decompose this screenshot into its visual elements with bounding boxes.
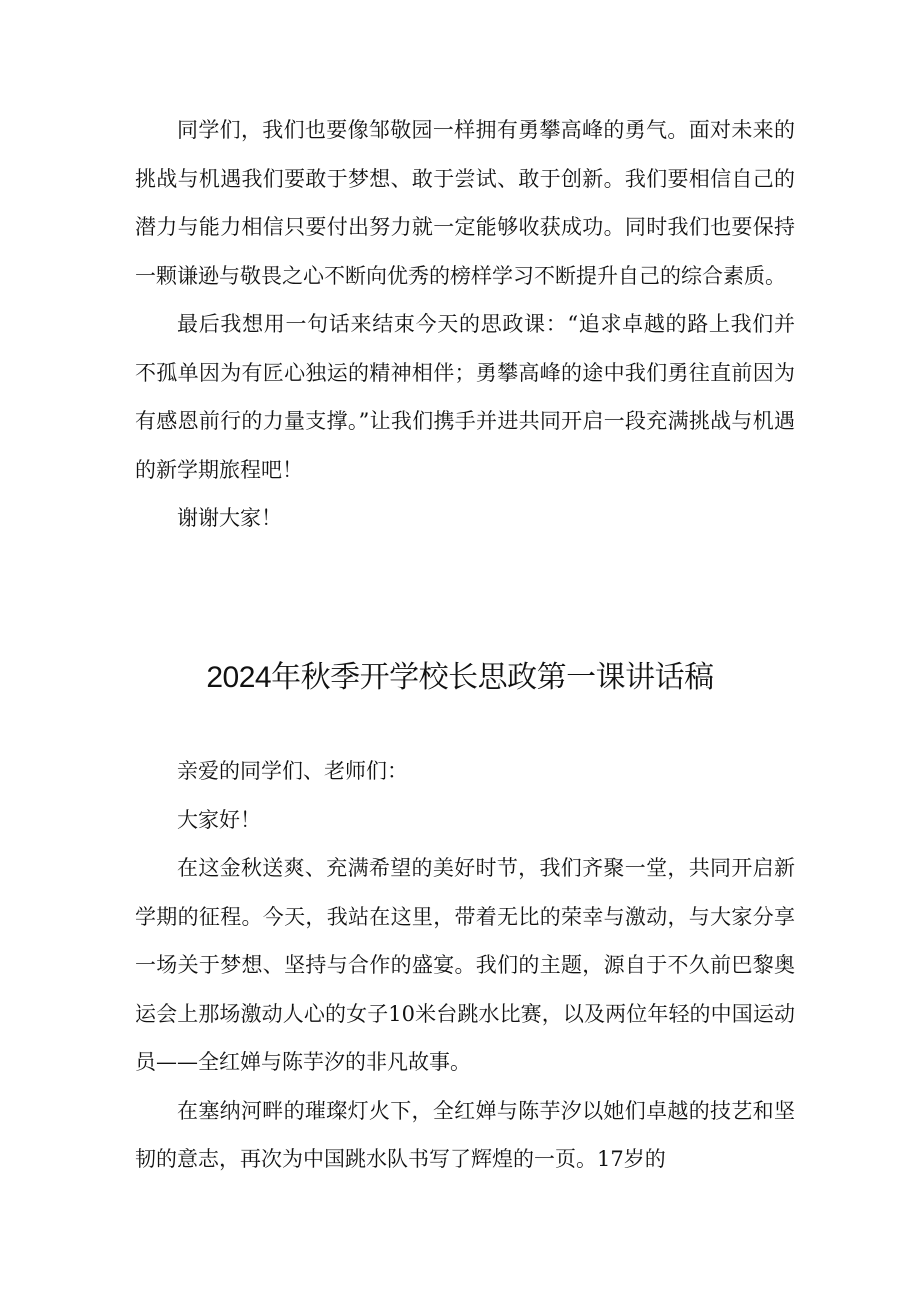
speech-section [135,747,795,1184]
paragraph-thanks: 谢谢大家！ [177,506,282,530]
paragraph-opening: 在这金秋送爽、充满希望的美好时节，我们齐聚一堂，共同开启新学期的征程。今天，我站在这里，带着无比的荣幸与激动，与大家分享一场关于梦想、坚持与合作的盛宴。我们的主题，源自于不久前巴黎奥运会上那场激动人心的女子10米台跳水比赛，以及两位年轻的中国运动员——全红婵与陈芋汐的非凡故事。 [135,856,795,1074]
paragraph-story: 在塞纳河畔的璀璨灯火下，全红婵与陈芋汐以她们卓越的技艺和坚韧的意志，再次为中国跳水队书写了辉煌的一页。17岁的 [135,1098,795,1171]
document-title: 2024年秋季开学校长思政第一课讲话稿 [206,661,714,694]
greeting: 大家好！ [177,807,261,832]
paragraph-courage: 同学们，我们也要像邹敬园一样拥有勇攀高峰的勇气。面对未来的挑战与机遇我们要敢于梦想、敢于尝试、敢于创新。我们要相信自己的潜力与能力相信只要付出努力就一定能够收获成功。同时我们也要保持一颗谦逊与敬畏之心不断向优秀的榜样学习不断提升自己的综合素质。 [135,118,795,288]
salutation: 亲爱的同学们、老师们： [177,759,408,783]
closing-section [135,106,795,543]
paragraph-closing-quote: 最后我想用一句话来结束今天的思政课：“追求卓越的路上我们并不孤单因为有匠心独运的精神相伴；勇攀高峰的途中我们勇往直前因为有感恩前行的力量支撑。”让我们携手并进共同开启一段充满挑战与机遇的新学期旅程吧！ [135,312,795,482]
